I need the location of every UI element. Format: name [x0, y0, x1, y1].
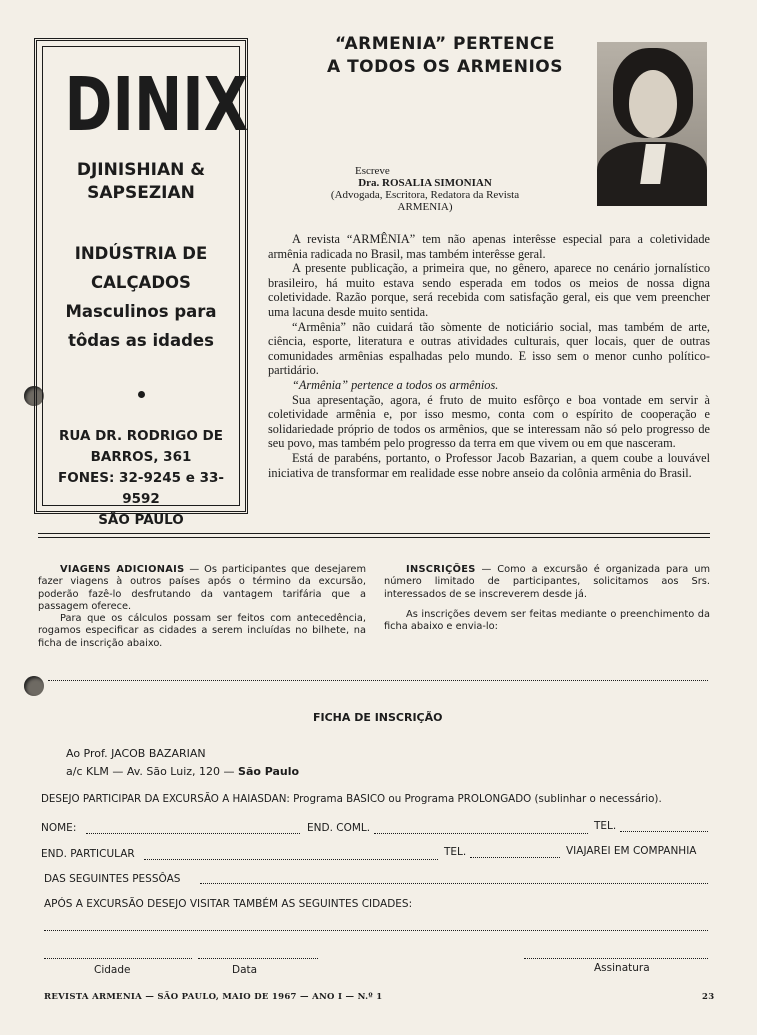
- bullet-dot-icon: [138, 391, 145, 398]
- article-paragraph: “Armênia” pertence a todos os armênios.: [292, 377, 499, 392]
- article-paragraph: A revista “ARMÊNIA” tem não apenas interêsse especial para a coletividade armênia radicada no Brasil, mas também interêsse geral.: [268, 232, 710, 261]
- tel-label: TEL.: [594, 820, 617, 832]
- cidade-field[interactable]: [44, 958, 192, 959]
- viagens-text: — Os participantes que desejarem fazer viagens à outros países após o término da excursão, poderão fazê-lo desfrutando da vantagem tarifária que a passagem oferece.: [38, 564, 366, 612]
- pessoas-label: DAS SEGUINTES PESSÔAS: [44, 873, 181, 885]
- ad-address-2: BARROS, 361: [90, 449, 192, 465]
- section-divider: [38, 533, 710, 534]
- section-divider: [38, 537, 710, 538]
- ad-address: [43, 426, 239, 531]
- byline-role: (Advogada, Escritora, Redatora da Revista: [330, 189, 520, 201]
- end-coml-label: END. COML.: [307, 822, 371, 834]
- assinatura-field[interactable]: [524, 958, 708, 959]
- ad-line-2: CALÇADOS: [91, 273, 191, 292]
- recipient-line-2: a/c KLM — Av. São Luiz, 120 —: [66, 765, 239, 778]
- nome-field[interactable]: [86, 833, 300, 834]
- nome-label: NOME:: [41, 822, 77, 834]
- data-label: Data: [232, 964, 258, 976]
- ad-company: [43, 159, 239, 205]
- tel2-label: TEL.: [444, 846, 467, 858]
- article-byline: [300, 165, 550, 213]
- ad-city: SÃO PAULO: [98, 512, 184, 528]
- byline-role-2: ARMENIA): [397, 201, 453, 213]
- dinix-advertisement: [34, 38, 249, 528]
- cidades-label: APÓS A EXCURSÃO DESEJO VISITAR TAMBÉM AS SEGUINTES CIDADES:: [44, 898, 413, 910]
- inscricoes-text-2: As inscrições devem ser feitas mediante o preenchimento da ficha abaixo e envia-lo:: [384, 608, 710, 633]
- end-coml-field[interactable]: [374, 833, 588, 834]
- ad-company-1: DJINISHIAN &: [76, 160, 206, 180]
- viagens-notice: [38, 564, 366, 650]
- inscricoes-title: INSCRIÇÕES: [406, 564, 476, 575]
- headline-line-2: A TODOS OS ARMENIOS: [327, 57, 563, 77]
- headline-line-1: “ARMENIA” PERTENCE: [335, 34, 555, 54]
- inscricoes-notice: [384, 564, 710, 633]
- byline-author: Dra. ROSALIA SIMONIAN: [358, 177, 492, 189]
- punch-hole-bottom: [24, 676, 44, 696]
- article-paragraph: A presente publicação, a primeira que, no gênero, aparece no cenário jornalístico brasileiro, há muito estava sendo esperada em todos os meios de nossa digna coletividade. Razão porque, será recebida com satisfação geral, eis que vem preencher uma lacuna desde muito sentida.: [268, 261, 710, 319]
- ad-address-1: RUA DR. RODRIGO DE: [59, 428, 223, 444]
- article-paragraph: “Armênia” não cuidará tão sòmente de noticiário social, mas também de arte, ciência, esporte, literatura e outras atividades culturais, quer locais, quer de outras comunidades armênias espalhadas pelo mundo. E isso sem o menor cunho político-partidário.: [268, 319, 710, 378]
- form-recipient: [66, 745, 299, 781]
- page-number: 23: [702, 992, 715, 1002]
- assinatura-label: Assinatura: [594, 962, 650, 974]
- viagens-text-2: Para que os cálculos possam ser feitos com antecedência, rogamos especificar as cidades a serem incluídas no bilhete, na ficha de inscrição abaixo.: [38, 613, 366, 649]
- ad-inner-border: [42, 46, 249, 528]
- ad-brand: DINIX: [64, 62, 249, 148]
- tel-field[interactable]: [620, 831, 708, 832]
- recipient-line-1: Ao Prof. JACOB BAZARIAN: [66, 747, 206, 760]
- viajarei-label: VIAJAREI EM COMPANHIA: [566, 845, 697, 857]
- end-particular-field[interactable]: [144, 859, 438, 860]
- byline-writes: Escreve: [355, 165, 390, 177]
- data-field[interactable]: [198, 958, 318, 959]
- ad-line-1: INDÚSTRIA DE: [74, 244, 208, 263]
- article-paragraph: Está de parabéns, portanto, o Professor Jacob Bazarian, a quem coube a louvável iniciativa de transformar em realidade esse nobre anseio da colônia armênia do Brasil.: [268, 450, 710, 480]
- pessoas-field[interactable]: [200, 883, 708, 884]
- inscricoes-text: — Como a excursão é organizada para um número limitado de participantes, solicitamos aos Srs. interessados de se inscreverem desde já.: [384, 564, 710, 600]
- article-body: [268, 232, 710, 480]
- viagens-title: VIAGENS ADICIONAIS: [60, 564, 185, 575]
- ad-description: [43, 239, 239, 355]
- article-headline: [290, 33, 600, 79]
- form-title: FICHA DE INSCRIÇÃO: [313, 711, 443, 724]
- program-choice-text: DESEJO PARTICIPAR DA EXCURSÃO A HAIASDAN: Programa BASICO ou Programa PROLONGADO (sublinhar o necessário).: [41, 793, 662, 805]
- author-photo: [597, 42, 707, 206]
- footer-issue: REVISTA ARMENIA — SÃO PAULO, MAIO DE 1967 — ANO I — N.º 1: [44, 992, 383, 1002]
- cut-line: [48, 680, 708, 681]
- tel2-field[interactable]: [470, 857, 560, 858]
- end-particular-label: END. PARTICULAR: [41, 848, 135, 860]
- cidades-field-1[interactable]: [44, 930, 708, 931]
- ad-company-2: SAPSEZIAN: [87, 183, 195, 203]
- cidade-label: Cidade: [94, 964, 131, 976]
- ad-line-3: Masculinos para: [65, 302, 217, 321]
- recipient-city: São Paulo: [238, 765, 300, 778]
- ad-phones: FONES: 32-9245 e 33-9592: [58, 470, 224, 507]
- ad-line-4: tôdas as idades: [68, 331, 214, 350]
- article-paragraph: Sua apresentação, agora, é fruto de muito esfôrço e boa vontade em servir à coletividade armênia e, por isso mesmo, conta com o espírito de cooperação e solidariedade próprio de todos os armênios, que se interessam não só pelo progresso de seu povo, mas também pelo progresso da terra em que vivem ou em que nasceram.: [268, 392, 710, 451]
